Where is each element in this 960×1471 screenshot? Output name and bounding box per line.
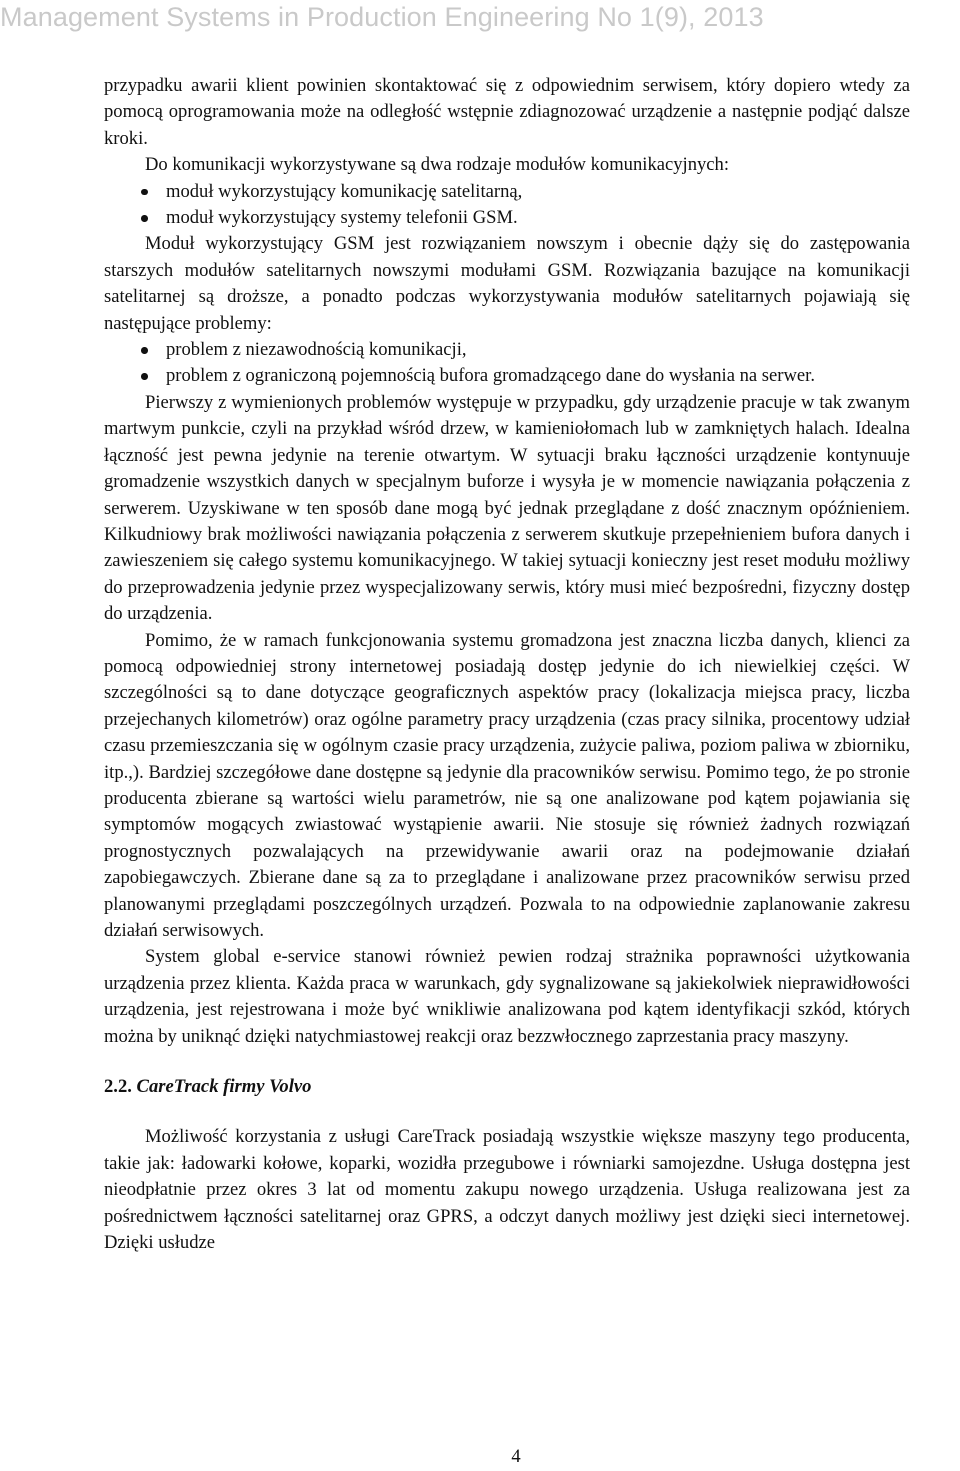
paragraph-global-eservice: System global e-service stanowi również pewien rodzaj strażnika poprawności użytkowania urządzenia przez klienta. Każda praca w warunkach, gdy sygnalizowane są jakiekolwiek nieprawidłowości urządzenia, jest rejestrowana i może być wnikliwie analizowana pod kątem identyfikacji szkód, których można by uniknąć dzięki natychmiastowej reakcji oraz bezzwłocznego zaprzestania pracy maszyny. [104, 946, 910, 1047]
paragraph-caretrack: Możliwość korzystania z usługi CareTrack posiadają wszystkie większe maszyny tego producenta, takie jak: ładowarki kołowe, koparki, wozidła przegubowe i równiarki samojezdne. Usługa dostępna jest nieodpłatnie przez okres 3 lat od momentu zakupu nowego urządzenia. Usługa realizowana jest za pośrednictwem łączności satelitarnej oraz GPRS, a odczyt danych możliwy jest dzięki sieci internetowej. Dzięki usłudze [104, 1126, 910, 1254]
paragraph-continuation: przypadku awarii klient powinien skontaktować się z odpowiednim serwisem, który dopiero wtedy za pomocą oprogramowania może na odległość wstępnie zdiagnozować urządzenie a następnie podjąć dalsze kroki. [104, 75, 910, 149]
bullet-icon [141, 215, 148, 222]
page-body [104, 73, 910, 1256]
section-heading [104, 1074, 910, 1100]
paragraph-communication-intro: Do komunikacji wykorzystywane są dwa rodzaje modułów komunikacyjnych: [145, 154, 730, 176]
paragraph-gsm: Moduł wykorzystujący GSM jest rozwiązaniem nowszym i obecnie dąży się do zastępowania starszych modułów satelitarnych nowszymi modułami GSM. Rozwiązania bazujące na komunikacji satelitarnej są droższe, a ponadto podczas wykorzystywania modułów satelitarnych pojawiają się następujące problemy: [104, 233, 910, 334]
paragraph-data-access: Pomimo, że w ramach funkcjonowania systemu gromadzona jest znaczna liczba danych, klienci za pomocą odpowiedniej strony internetowej posiadają dostęp jedynie do ich niewielkiej części. W szczególności są to dane dotyczące geograficznych aspektów pracy (lokalizacja miejsca pracy, liczba przejechanych kilometrów) oraz ogólne parametry pracy urządzenia (czas pracy silnika, procentowy udział czasu przemieszczania się w ogólnym czasie pracy urządzenia, zużycie paliwa, poziom paliwa w zbiorniku, itp.,). Bardziej szczegółowe dane dostępne są jedynie dla pracowników serwisu. Pomimo tego, że po stronie producenta zbierane są wartości wielu parametrów, nie są one analizowane pod kątem pojawiania się symptomów mogących zwiastować wystąpienie awarii. Nie stosuje się również żadnych rozwiązań prognostycznych pozwalających na przewidywanie awarii oraz na podejmowanie działań zapobiegawczych. Zbierane dane są za to przeglądane i analizowane przez pracowników serwisu przed planowanymi przeglądami poszczególnych urządzeń. Pozwala to na odpowiednie zaplanowanie zakresu działań serwisowych. [104, 629, 910, 941]
bullet-icon [141, 373, 148, 380]
list-item: problem z niezawodnością komunikacji, [104, 337, 910, 363]
page-number: 4 [511, 1446, 521, 1467]
paragraph-first-problem: Pierwszy z wymienionych problemów występuje w przypadku, gdy urządzenie pracuje w tak zwanym martwym punkcie, czyli na przykład wśród drzew, w kamieniołomach lub w zamkniętych halach. Idealna łączność jest pewna jedynie na terenie otwartym. W sytuacji braku łączności urządzenie kontynuuje gromadzenie wszystkich danych w specjalnym buforze i wysyła je w momencie nawiązania połączenia z serwerem. Uzyskiwane w ten sposób dane mogą być jednak przeglądane z dość znacznym opóźnieniem. Kilkudniowy brak możliwości nawiązania połączenia z serwerem skutkuje przepełnieniem bufora danych i zawieszeniem się całego systemu komunikacyjnego. W takiej sytuacji konieczny jest reset modułu możliwy do przeprowadzenia jedynie przez wyspecjalizowany serwis, który musi mieć bezpośredni, fizyczny dostęp do urządzenia. [104, 391, 910, 625]
section-title: CareTrack firmy Volvo [136, 1076, 312, 1098]
bullet-icon [141, 347, 148, 354]
list-item: moduł wykorzystujący komunikację satelitarną, [104, 179, 910, 205]
list-item: moduł wykorzystujący systemy telefonii GSM. [104, 205, 910, 231]
list-item: problem z ograniczoną pojemnością bufora gromadzącego dane do wysłania na serwer. [104, 363, 910, 389]
bullet-icon [141, 189, 148, 196]
module-list [104, 179, 910, 232]
journal-header: Management Systems in Production Engineering No 1(9), 2013 [0, 2, 764, 32]
problem-list [104, 337, 910, 390]
section-number: 2.2. [104, 1076, 132, 1098]
